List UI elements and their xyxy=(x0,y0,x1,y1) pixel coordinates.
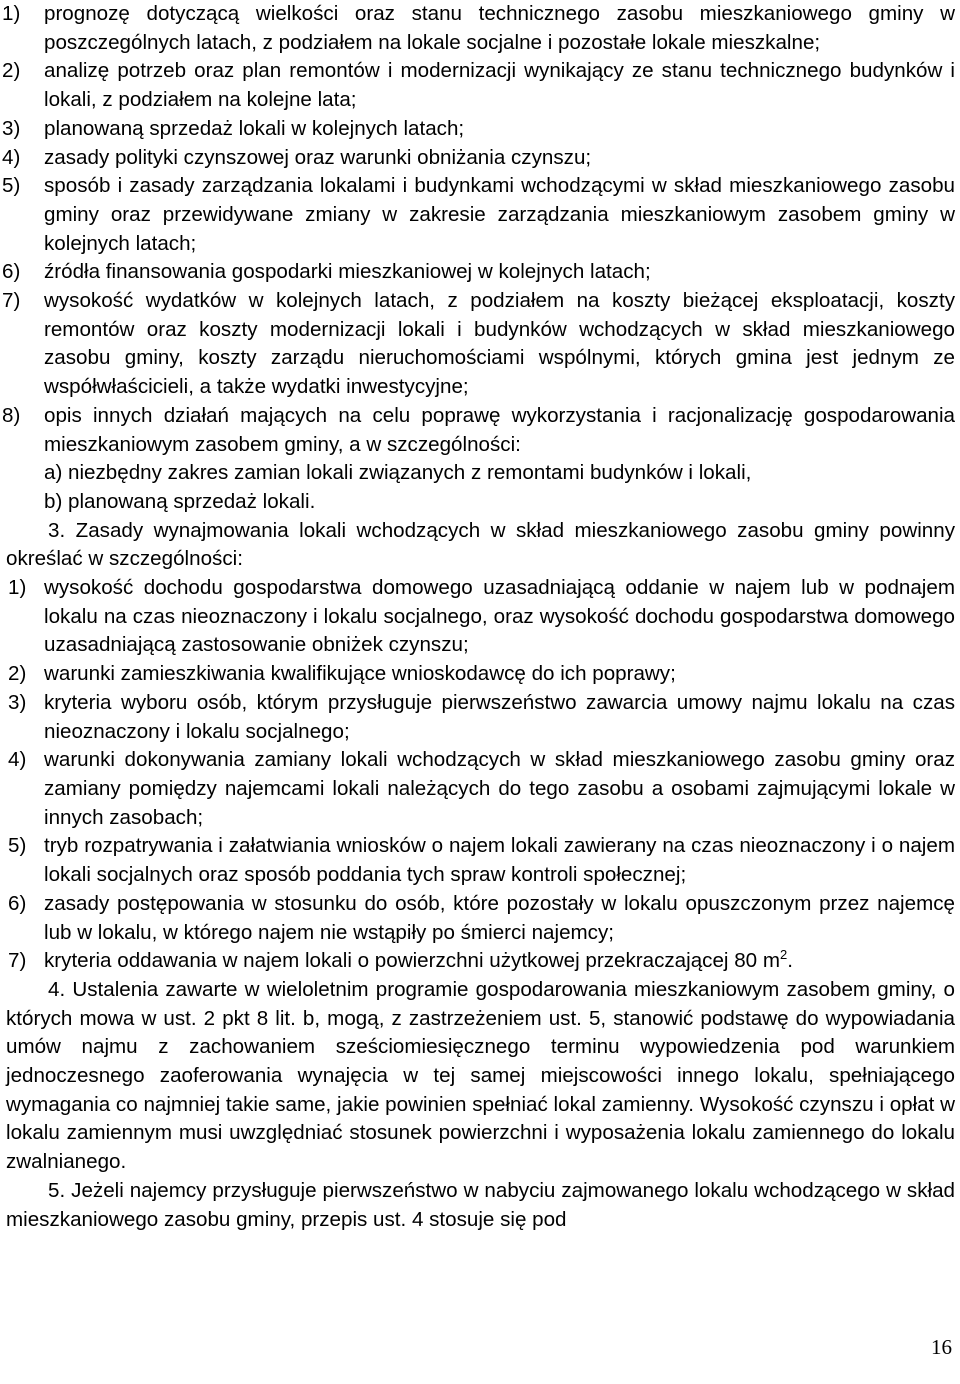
sub-item-b: b) planowaną sprzedaż lokali. xyxy=(44,489,316,513)
list-item xyxy=(0,890,960,947)
list-item-text: kryteria wyboru osób, którym przysługuje pierwszeństwo zawarcia umowy najmu lokalu na czas nieoznaczony i lokalu socjalnego; xyxy=(44,690,955,743)
list-item xyxy=(0,115,960,144)
list-item-text: zasady polityki czynszowej oraz warunki obniżania czynszu; xyxy=(44,145,592,169)
list-item-text: warunki dokonywania zamiany lokali wchodzących w skład mieszkaniowego zasobu gminy oraz zamiany pomiędzy najemcami lokali należących do tego zasobu a osobami zajmującymi lokale w innych zasobach; xyxy=(44,748,955,829)
page-number: 16 xyxy=(931,1335,952,1359)
sub-item-a: a) niezbędny zakres zamian lokali związanych z remontami budynków i lokali, xyxy=(44,461,752,485)
list-programme-contents xyxy=(0,0,960,517)
list-item-text-main: kryteria oddawania w najem lokali o powierzchni użytkowej przekraczającej 80 m xyxy=(44,949,780,973)
list-item-text: analizę potrzeb oraz plan remontów i modernizacji wynikający ze stanu technicznego budynków i lokali, z podziałem na kolejne lata; xyxy=(44,59,955,112)
list-item-text: planowaną sprzedaż lokali w kolejnych latach; xyxy=(44,116,465,140)
list-item xyxy=(0,144,960,173)
list-item-number: 8) xyxy=(2,403,21,427)
list-item-number: 7) xyxy=(8,949,27,973)
list-item xyxy=(0,832,960,889)
list-item xyxy=(0,660,960,689)
list-item xyxy=(0,258,960,287)
list-item xyxy=(0,57,960,114)
list-item-number: 7) xyxy=(2,289,21,313)
list-item-number: 3) xyxy=(2,116,21,140)
list-item-number: 6) xyxy=(8,891,27,915)
paragraph-5: 5. Jeżeli najemcy przysługuje pierwszeństwo w nabyciu zajmowanego lokalu wchodzącego w skład mieszkaniowego zasobu gminy, przepis ust. 4 stosuje się pod xyxy=(6,1178,955,1231)
list-item-text xyxy=(44,947,960,976)
list-item-number: 3) xyxy=(8,690,27,714)
list-item-text: prognozę dotyczącą wielkości oraz stanu technicznego zasobu mieszkaniowego gminy w poszczególnych latach, z podziałem na lokale socjalne i pozostałe lokale mieszkalne; xyxy=(44,2,955,54)
list-item xyxy=(0,172,960,258)
list-item xyxy=(0,746,960,832)
list-item-number: 6) xyxy=(2,260,21,284)
list-item xyxy=(0,947,960,976)
list-item-number: 4) xyxy=(2,145,21,169)
list-item-text: sposób i zasady zarządzania lokalami i budynkami wchodzącymi w skład mieszkaniowego zasobu gminy oraz przewidywane zmiany w zakresie zarządzania mieszkaniowym zasobem gminy w kolejnych latach; xyxy=(44,174,955,255)
list-item-text: warunki zamieszkiwania kwalifikujące wnioskodawcę do ich poprawy; xyxy=(44,662,676,686)
list-item xyxy=(0,402,960,459)
list-item xyxy=(0,689,960,746)
list-item-number: 5) xyxy=(2,174,21,198)
list-item-text: wysokość wydatków w kolejnych latach, z podziałem na koszty bieżącej eksploatacji, koszty remontów oraz koszty modernizacji lokali i budynków wchodzących w skład mieszkaniowego zasobu gminy, koszty zarządu nieruchomościami wspólnymi, których gmina jest jednym ze współwłaścicieli, a także wydatki inwestycyjne; xyxy=(44,289,955,399)
list-item-text: wysokość dochodu gospodarstwa domowego uzasadniającą oddanie w najem lub w podnajem lokalu na czas nieoznaczony i lokalu socjalnego, oraz wysokość dochodu gospodarstwa domowego uzasadniającą zastosowanie obniżek czynszu; xyxy=(44,576,955,657)
list-item-text: zasady postępowania w stosunku do osób, które pozostały w lokalu opuszczonym przez najemcę lub w lokalu, w którego najem nie wstąpiły po śmierci najemcy; xyxy=(44,891,955,944)
paragraph-3: 3. Zasady wynajmowania lokali wchodzących w skład mieszkaniowego zasobu gminy powinny określać w szczególności: xyxy=(6,518,955,571)
list-item-number: 5) xyxy=(8,834,27,858)
list-item-number: 2) xyxy=(8,662,27,686)
list-item-text: tryb rozpatrywania i załatwiania wniosków o najem lokali zawierany na czas nieoznaczony i o najem lokali socjalnych oraz sposób poddania tych spraw kontroli społecznej; xyxy=(44,834,955,887)
list-item-number: 4) xyxy=(8,748,27,772)
list-rental-rules xyxy=(0,574,960,976)
list-item xyxy=(0,0,960,57)
list-item-text-end: . xyxy=(787,949,793,973)
list-item-number: 1) xyxy=(8,576,27,600)
superscript-2: 2 xyxy=(780,947,788,963)
list-item xyxy=(0,287,960,402)
list-item xyxy=(0,574,960,660)
list-item-number: 1) xyxy=(2,2,21,25)
list-item-text: opis innych działań mających na celu poprawę wykorzystania i racjonalizację gospodarowania mieszkaniowym zasobem gminy, a w szczególności: xyxy=(44,403,955,456)
list-item-text: źródła finansowania gospodarki mieszkaniowej w kolejnych latach; xyxy=(44,260,651,284)
list-item-number: 2) xyxy=(2,59,21,83)
paragraph-4: 4. Ustalenia zawarte w wieloletnim programie gospodarowania mieszkaniowym zasobem gminy, o których mowa w ust. 2 pkt 8 lit. b, mogą, z zastrzeżeniem ust. 5, stanowić podstawę do wypowiadania umów najmu z zachowaniem sześciomiesięcznego terminu wypowiedzenia pod warunkiem jednoczesnego zaoferowania wynajęcia w tej samej miejscowości innego lokalu, spełniającego wymagania co najmniej takie same, jakie powinien spełniać lokal zamienny. Wysokość czynszu i opłat w lokalu zamiennym musi uwzględniać stosunek powierzchni i wyposażenia lokalu zamiennego do lokalu zwalnianego. xyxy=(6,977,955,1174)
